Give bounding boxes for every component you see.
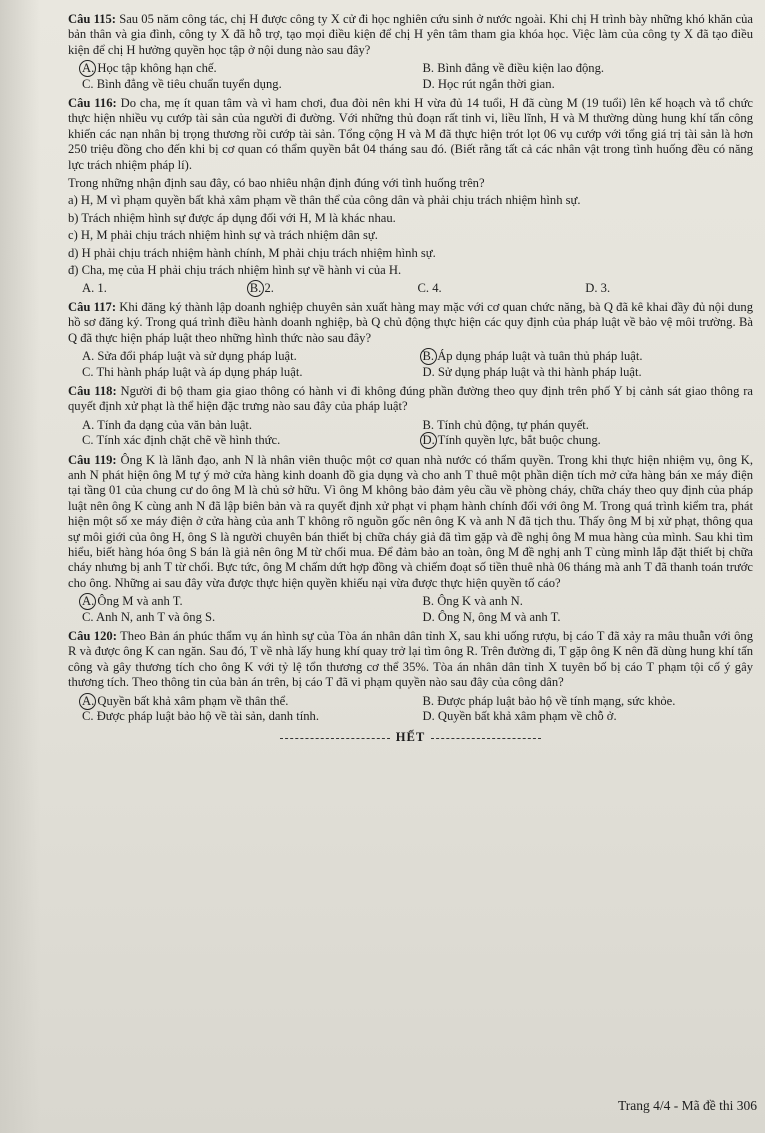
divider-left xyxy=(280,738,390,739)
question-text: Ông K là lãnh đạo, anh N là nhân viên thuộc một cơ quan nhà nước có thẩm quyền. Trong khi thực hiện nhiệm vụ, ông K, anh N phát hiện ông M tự ý mở cửa hàng kinh doanh đồ gia dụng và cho anh T thuê một phần diện tích mở cửa hàng bán xe máy điện tại tầng 01 của chung cư do ông M là chủ sở hữu. Vì ông M không bảo đảm yêu cầu về phòng cháy, chữa cháy theo quy định của pháp luật nên ông K cùng anh N đã lập biên bản và ra quyết định xử phạt vi phạm hành chính đối với ông M. Trong quá trình kiểm tra, phát hiện một số xe máy điện ở cửa hàng của anh T không rõ nguồn gốc nên ông K và anh N đã tịch thu. Thấy ông M bị xử phạt, thông qua sự môi giới của ông H, ông S là người chuyên bán thiết bị chữa cháy giả đã tìm gặp và đề nghị ông M mua hàng của mình. Sau khi tìm hiểu, biết hàng hóa ông S bán là giả nên ông M từ chối mua. Để đảm bảo an toàn, ông M đề nghị anh T cùng mình lắp đặt thiết bị chữa cháy nhưng bị anh T từ chối. Bực tức, ông M chấm dứt hợp đồng và chiếm đoạt số tiền thuê nhà 06 tháng mà anh T đã thanh toán trước cho ông. Những ai sau đây vừa được thực hiện quyền khiếu nại vừa được thực hiện quyền tố cáo? xyxy=(68,452,753,590)
question-text: Người đi bộ tham gia giao thông có hành vi đi không đúng phần đường theo quy định trên phố Y bị cảnh sát giao thông ra quyết định xử phạt là thể hiện đặc trưng nào sau đây của pháp luật? xyxy=(68,383,754,414)
statement-dd: đ) Cha, mẹ của H phải chịu trách nhiệm hình sự về hành vi của H. xyxy=(68,263,402,278)
question-115 xyxy=(68,12,753,92)
question-120 xyxy=(68,629,753,724)
question-118 xyxy=(68,384,753,449)
question-number: Câu 119: xyxy=(68,452,117,467)
option-d[interactable]: D. Ông N, ông M và anh T. xyxy=(422,609,561,624)
option-c[interactable]: C. 4. xyxy=(417,280,442,295)
option-d[interactable]: D. Tính quyền lực, bắt buộc chung. xyxy=(423,433,754,448)
option-d[interactable]: D. Học rút ngắn thời gian. xyxy=(422,76,555,91)
option-d[interactable]: D. 3. xyxy=(585,280,611,295)
option-c[interactable]: C. Được pháp luật bảo hộ về tài sản, danh tính. xyxy=(82,709,319,724)
question-number: Câu 115: xyxy=(68,12,116,26)
option-a[interactable]: A. Ông M và anh T. xyxy=(82,594,413,609)
option-b[interactable]: B. Được pháp luật bảo hộ về tính mạng, sức khỏe. xyxy=(422,693,676,708)
statement-b: b) Trách nhiệm hình sự được áp dụng đối với H, M là khác nhau. xyxy=(68,210,396,225)
option-a[interactable]: A. Sửa đổi pháp luật và sử dụng pháp luật. xyxy=(82,349,297,364)
statement-d: d) H phải chịu trách nhiệm hành chính, M phải chịu trách nhiệm hình sự. xyxy=(68,245,436,260)
option-a[interactable]: A. 1. xyxy=(82,280,107,295)
question-text: Sau 05 năm công tác, chị H được công ty X cử đi học nghiên cứu sinh ở nước ngoài. Khi chị H trình bày những khó khăn của bản thân và gia đình, công ty X đã hỗ trợ, tạo mọi điều kiện để chị H yên tâm tham gia khóa học. Việc làm của công ty X đã tạo điều kiện để chị H hưởng quyền học tập ở nội dung nào sau đây? xyxy=(68,12,754,57)
option-b[interactable]: B. Ông K và anh N. xyxy=(422,594,523,609)
question-number: Câu 117: xyxy=(68,299,117,314)
page-shadow xyxy=(0,0,40,1133)
option-a[interactable]: A. Học tập không hạn chế. xyxy=(82,61,413,76)
question-prompt: Trong những nhận định sau đây, có bao nhiêu nhận định đúng với tình huống trên? xyxy=(68,176,485,191)
option-b[interactable]: B. Bình đẳng về điều kiện lao động. xyxy=(422,61,605,76)
question-117 xyxy=(68,300,753,380)
option-a[interactable]: A. Quyền bất khả xâm phạm về thân thể. xyxy=(82,694,413,709)
option-b[interactable]: B. Tính chủ động, tự phán quyết. xyxy=(422,417,589,432)
question-116 xyxy=(68,96,753,296)
option-c[interactable]: C. Tính xác định chặt chẽ về hình thức. xyxy=(82,433,281,448)
option-b[interactable]: B. 2. xyxy=(250,281,418,296)
option-d[interactable]: D. Sử dụng pháp luật và thi hành pháp luật. xyxy=(422,364,642,379)
divider-right xyxy=(431,738,541,739)
option-d[interactable]: D. Quyền bất khả xâm phạm về chỗ ở. xyxy=(422,709,617,724)
statement-c: c) H, M phải chịu trách nhiệm hình sự và trách nhiệm dân sự. xyxy=(68,228,378,243)
end-text: HẾT xyxy=(395,730,426,745)
statement-a: a) H, M vì phạm quyền bất khả xâm phạm về thân thể của công dân và phải chịu trách nhiệm hình sự. xyxy=(68,193,581,208)
question-text: Do cha, mẹ ít quan tâm và vì ham chơi, đua đòi nên khi H vừa đủ 14 tuổi, H đã cùng M (19 tuổi) lên kế hoạch và tổ chức thực hiện nhiều vụ cướp tài sản của người đi đường. Với những thủ đoạn rất tinh vi, liều lĩnh, H và M thường dùng hung khí tấn công khiến các nạn nhân bị trọng thương rồi cướp tài sản. Tổng cộng H và M đã thực hiện trót lọt 06 vụ cướp với tổng giá trị tài sản là hơn 250 triệu đồng cho đến khi bị cơ quan có thẩm quyền bắt 04 tháng sau đó. (Biết rằng tất cả các nhân vật trong tình huống đều có năng lực trách nhiệm pháp lí). xyxy=(68,96,754,172)
question-number: Câu 118: xyxy=(68,383,117,398)
question-text: Khi đăng ký thành lập doanh nghiệp chuyên sản xuất hàng may mặc với cơ quan chức năng, bà Q đã kê khai đầy đủ nội dung hồ sơ đăng ký. Trong quá trình điều hành doanh nghiệp, bà Q chủ động thực hiện các quy định của pháp luật về bảo vệ môi trường. Bà Q đã thực hiện pháp luật theo những hình thức nào sau đây? xyxy=(68,299,754,345)
question-text: Theo Bản án phúc thẩm vụ án hình sự của Tòa án nhân dân tỉnh X, sau khi uống rượu, bị cáo T đã xảy ra mâu thuẫn với ông R và được ông K can ngăn. Sau đó, T về nhà lấy hung khí quay trở lại tìm ông R. Trên đường đi, T gặp ông K nên đã dùng hung khí tấn công và gây thương tích cho ông K với tỷ lệ tổn thương cơ thể 35%. Tòa án nhân dân tỉnh X tuyên bố bị cáo T phạm tội cố ý gây thương tích. Theo thông tin của bản án trên, bị cáo T đã vi phạm quyền nào sau đây của công dân? xyxy=(68,629,753,690)
option-c[interactable]: C. Bình đẳng về tiêu chuẩn tuyển dụng. xyxy=(82,76,282,91)
question-number: Câu 116: xyxy=(68,96,117,111)
question-119 xyxy=(68,453,753,625)
question-number: Câu 120: xyxy=(68,629,117,644)
option-a[interactable]: A. Tính đa dạng của văn bản luật. xyxy=(82,417,253,432)
end-marker xyxy=(68,730,753,745)
option-c[interactable]: C. Thi hành pháp luật và áp dụng pháp luật. xyxy=(82,364,303,379)
option-c[interactable]: C. Anh N, anh T và ông S. xyxy=(82,609,216,624)
page-footer: Trang 4/4 - Mã đề thi 306 xyxy=(618,1097,757,1113)
option-b[interactable]: B. Áp dụng pháp luật và tuân thủ pháp luật. xyxy=(423,349,754,364)
